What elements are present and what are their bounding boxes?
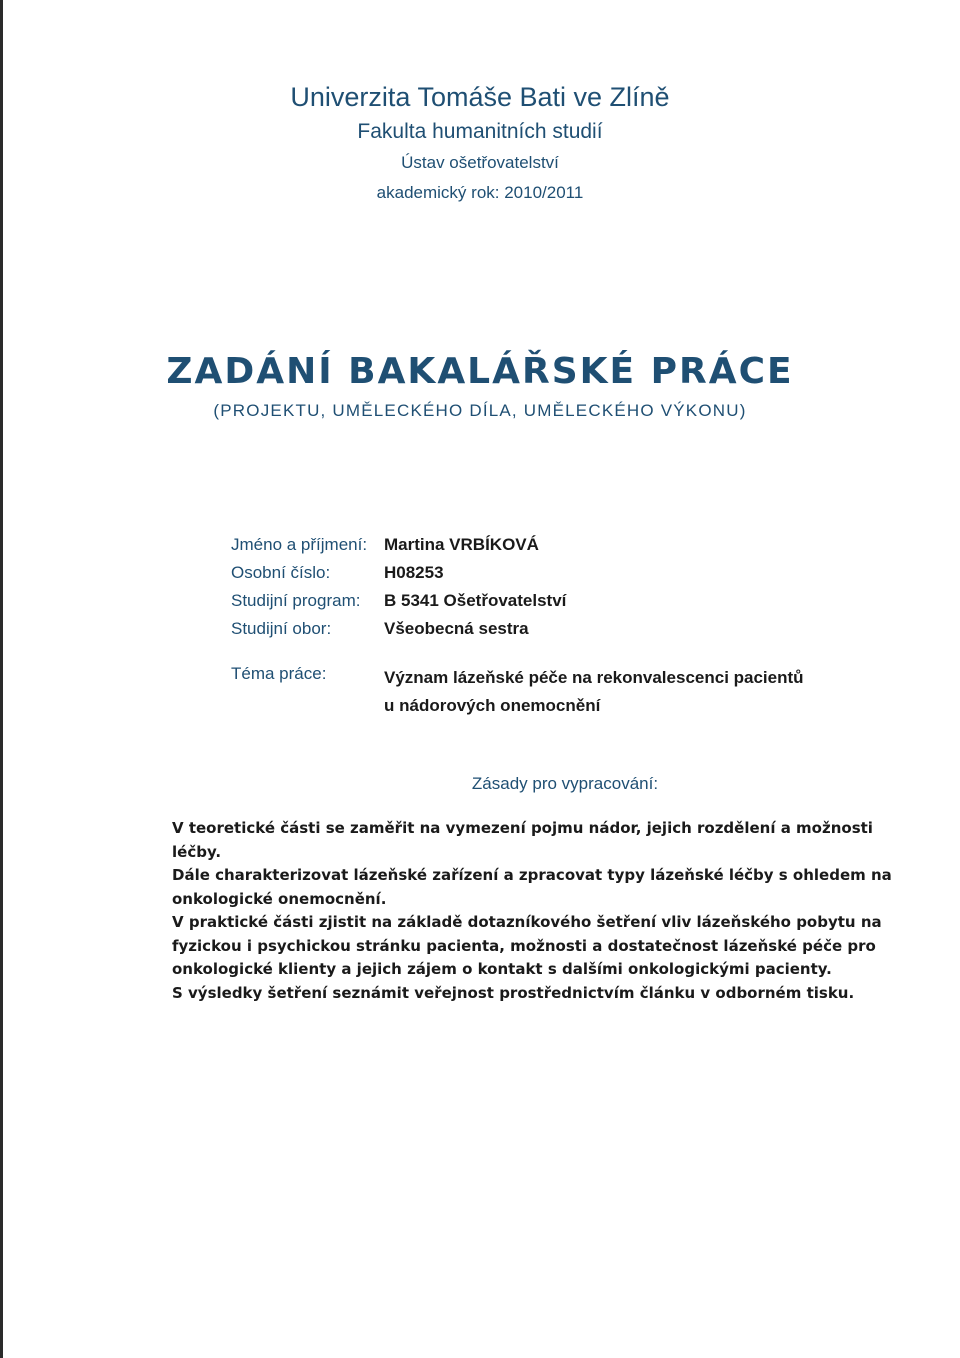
principle-line: V teoretické části se zaměřit na vymezení pojmu nádor, jejich rozdělení a možnosti (172, 819, 873, 837)
study-field-value: Všeobecná sestra (384, 619, 529, 638)
faculty-name: Fakulta humanitních studií (357, 120, 603, 143)
student-id-label: Osobní číslo: (231, 563, 331, 582)
document-header (0, 84, 960, 201)
thesis-topic-value (384, 664, 854, 720)
principles-text (172, 817, 892, 1005)
thesis-topic-line: u nádorových onemocnění (384, 696, 601, 715)
principle-line: onkologické onemocnění. (172, 889, 387, 908)
thesis-topic-line: Význam lázeňské péče na rekonvalescenci pacientů (384, 668, 804, 687)
institute-name: Ústav ošetřovatelství (401, 153, 559, 172)
student-name-label: Jméno a příjmení: (231, 535, 368, 554)
principle-line: onkologické klienty a jejich zájem o kontakt s dalšími onkologickými pacienty. (172, 960, 832, 978)
assignment-subtitle: (PROJEKTU, UMĚLECKÉHO DÍLA, UMĚLECKÉHO VÝKONU) (213, 401, 747, 420)
principles-heading: Zásady pro vypracování: (471, 774, 659, 793)
page-edge-line (0, 0, 3, 1358)
study-program-value: B 5341 Ošetřovatelství (384, 591, 567, 610)
principle-line: Dále charakterizovat lázeňské zařízení a zpracovat typy lázeňské léčby s ohledem na (172, 866, 892, 884)
university-name: Univerzita Tomáše Bati ve Zlíně (290, 82, 670, 112)
assignment-title: ZADÁNÍ BAKALÁŘSKÉ PRÁCE (166, 351, 794, 392)
principle-line: S výsledky šetření seznámit veřejnost prostřednictvím článku v odborném tisku. (172, 983, 855, 1002)
principle-line: V praktické části zjistit na základě dotazníkového šetření vliv lázeňského pobytu na (172, 913, 882, 931)
student-id-value: H08253 (384, 563, 444, 582)
study-program-label: Studijní program: (231, 591, 361, 610)
student-name-value: Martina VRBÍKOVÁ (384, 535, 539, 554)
academic-year: akademický rok: 2010/2011 (376, 183, 584, 202)
thesis-topic-label: Téma práce: (231, 664, 327, 683)
assignment-title-block (0, 351, 960, 420)
study-field-label: Studijní obor: (231, 619, 332, 638)
principle-line: léčby. (172, 842, 222, 861)
principle-line: fyzickou i psychickou stránku pacienta, možnosti a dostatečnost lázeňské péče pro (172, 936, 876, 955)
